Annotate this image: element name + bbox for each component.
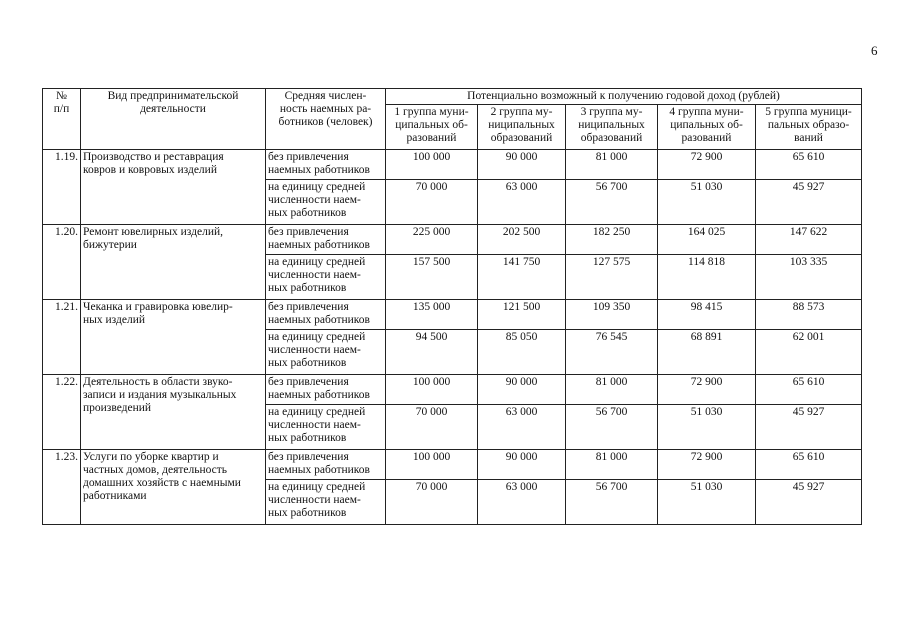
row-number: 1.22.: [43, 375, 81, 450]
header-num: № п/п: [43, 89, 81, 150]
activity-name: Деятельность в области звуко- записи и издания музыкальных произведений: [81, 375, 266, 450]
income-value-group-4: 114 818: [658, 255, 756, 300]
income-value-group-3: 56 700: [566, 180, 658, 225]
income-value-group-4: 164 025: [658, 225, 756, 255]
income-value-group-4: 72 900: [658, 375, 756, 405]
workers-condition: без привлечения наемных работников: [266, 375, 386, 405]
header-group-5: 5 группа муници- пальных образо- ваний: [756, 105, 862, 150]
income-value-group-5: 62 001: [756, 330, 862, 375]
income-value-group-4: 72 900: [658, 150, 756, 180]
income-value-group-3: 182 250: [566, 225, 658, 255]
income-value-group-2: 121 500: [478, 300, 566, 330]
income-value-group-1: 157 500: [386, 255, 478, 300]
workers-condition: на единицу средней численности наем- ных работников: [266, 180, 386, 225]
income-table: [42, 88, 862, 525]
income-value-group-1: 70 000: [386, 480, 478, 525]
workers-condition: без привлечения наемных работников: [266, 300, 386, 330]
income-value-group-4: 68 891: [658, 330, 756, 375]
income-value-group-3: 76 545: [566, 330, 658, 375]
income-value-group-3: 81 000: [566, 450, 658, 480]
income-value-group-4: 98 415: [658, 300, 756, 330]
header-activity: Вид предпринимательской деятельности: [81, 89, 266, 150]
income-value-group-2: 85 050: [478, 330, 566, 375]
income-value-group-4: 51 030: [658, 180, 756, 225]
header-workers: Средняя числен- ность наемных ра- ботников (человек): [266, 89, 386, 150]
table-row: [43, 225, 862, 255]
header-group-3: 3 группа му- ниципальных образований: [566, 105, 658, 150]
workers-condition: на единицу средней численности наем- ных работников: [266, 255, 386, 300]
income-value-group-2: 202 500: [478, 225, 566, 255]
income-value-group-3: 127 575: [566, 255, 658, 300]
activity-name: Ремонт ювелирных изделий, бижутерии: [81, 225, 266, 300]
income-value-group-5: 45 927: [756, 405, 862, 450]
income-value-group-1: 100 000: [386, 150, 478, 180]
income-value-group-5: 65 610: [756, 150, 862, 180]
header-group-2: 2 группа му- ниципальных образований: [478, 105, 566, 150]
workers-condition: на единицу средней численности наем- ных работников: [266, 405, 386, 450]
row-number: 1.23.: [43, 450, 81, 525]
income-value-group-5: 147 622: [756, 225, 862, 255]
income-value-group-2: 90 000: [478, 450, 566, 480]
workers-condition: на единицу средней численности наем- ных работников: [266, 330, 386, 375]
activity-name: Услуги по уборке квартир и частных домов, деятельность домашних хозяйств с наемными работниками: [81, 450, 266, 525]
income-value-group-1: 70 000: [386, 405, 478, 450]
header-group-4: 4 группа муни- ципальных об- разований: [658, 105, 756, 150]
income-value-group-3: 81 000: [566, 150, 658, 180]
activity-name: Производство и реставрация ковров и ковровых изделий: [81, 150, 266, 225]
workers-condition: без привлечения наемных работников: [266, 150, 386, 180]
income-value-group-3: 56 700: [566, 480, 658, 525]
income-value-group-4: 72 900: [658, 450, 756, 480]
income-value-group-5: 45 927: [756, 180, 862, 225]
income-value-group-1: 94 500: [386, 330, 478, 375]
workers-condition: без привлечения наемных работников: [266, 450, 386, 480]
income-value-group-5: 45 927: [756, 480, 862, 525]
income-value-group-5: 103 335: [756, 255, 862, 300]
page-number: 6: [871, 43, 878, 58]
income-value-group-1: 70 000: [386, 180, 478, 225]
workers-condition: на единицу средней численности наем- ных работников: [266, 480, 386, 525]
income-value-group-3: 81 000: [566, 375, 658, 405]
row-number: 1.21.: [43, 300, 81, 375]
table-row: [43, 300, 862, 330]
income-value-group-1: 100 000: [386, 450, 478, 480]
income-value-group-2: 90 000: [478, 375, 566, 405]
income-value-group-2: 63 000: [478, 480, 566, 525]
income-value-group-4: 51 030: [658, 480, 756, 525]
income-value-group-1: 225 000: [386, 225, 478, 255]
income-value-group-1: 135 000: [386, 300, 478, 330]
income-value-group-5: 65 610: [756, 450, 862, 480]
header-group-1: 1 группа муни- ципальных об- разований: [386, 105, 478, 150]
income-value-group-5: 65 610: [756, 375, 862, 405]
table-row: [43, 375, 862, 405]
income-value-group-2: 63 000: [478, 405, 566, 450]
activity-name: Чеканка и гравировка ювелир- ных изделий: [81, 300, 266, 375]
income-value-group-4: 51 030: [658, 405, 756, 450]
table-row: [43, 450, 862, 480]
workers-condition: без привлечения наемных работников: [266, 225, 386, 255]
table-row: [43, 150, 862, 180]
income-value-group-2: 63 000: [478, 180, 566, 225]
row-number: 1.20.: [43, 225, 81, 300]
row-number: 1.19.: [43, 150, 81, 225]
income-value-group-5: 88 573: [756, 300, 862, 330]
income-value-group-3: 56 700: [566, 405, 658, 450]
income-value-group-2: 90 000: [478, 150, 566, 180]
income-value-group-3: 109 350: [566, 300, 658, 330]
income-value-group-2: 141 750: [478, 255, 566, 300]
income-value-group-1: 100 000: [386, 375, 478, 405]
header-income: Потенциально возможный к получению годовой доход (рублей): [386, 89, 862, 105]
